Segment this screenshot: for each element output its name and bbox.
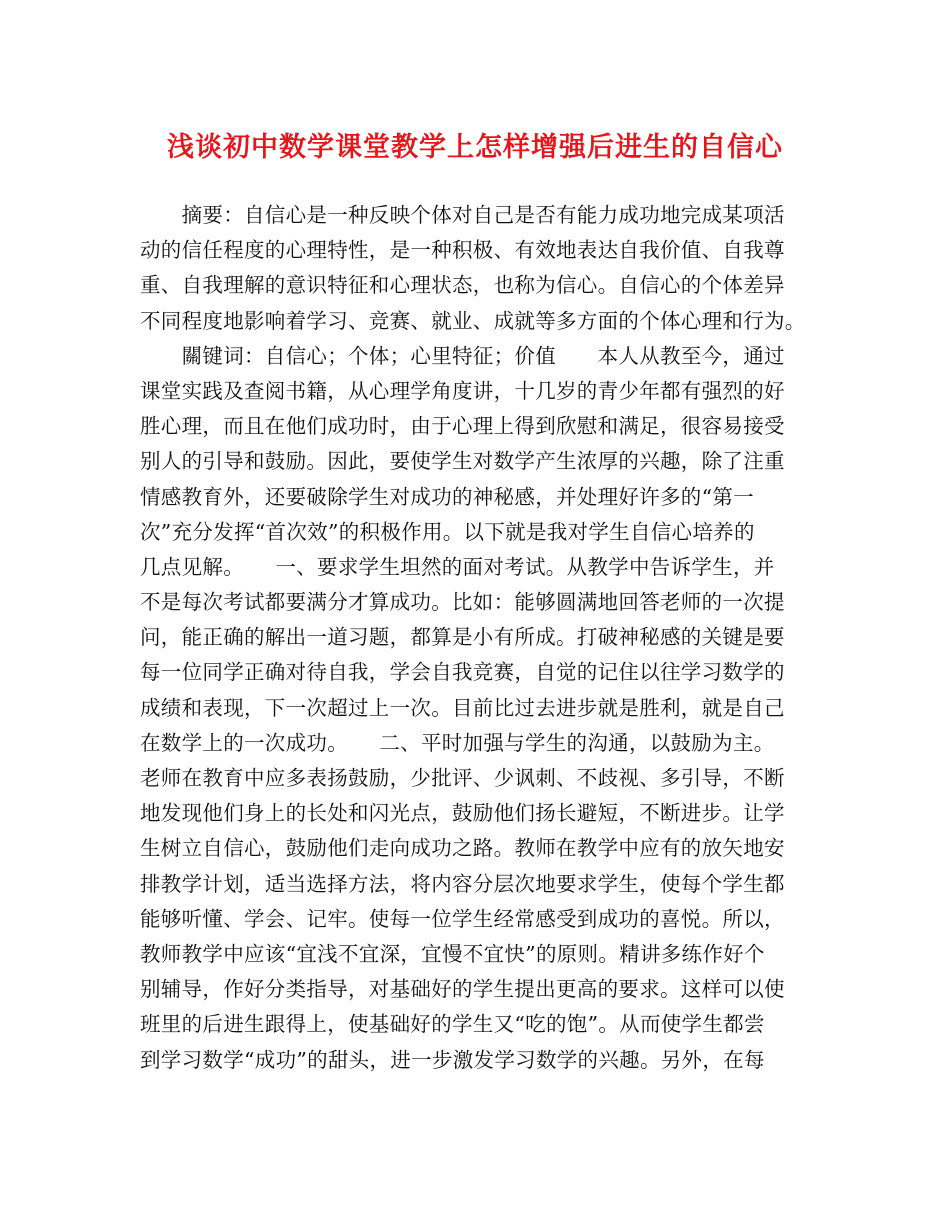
body-line: 次”充分发挥“首次效”的积极作用。以下就是我对学生自信心培养的 [140, 519, 755, 544]
body-line: 關键词：自信心；个体；心里特征；价值 本人从教至今，通过 [140, 343, 785, 368]
body-line: 课堂实践及查阅书籍，从心理学角度讲，十几岁的青少年都有强烈的好 [140, 378, 785, 403]
body-line: 胜心理，而且在他们成功时，由于心理上得到欣慰和满足，很容易接受 [140, 414, 785, 439]
body-line: 别辅导，作好分类指导，对基础好的学生提出更高的要求。这样可以使 [140, 977, 785, 1002]
body-line: 在数学上的一次成功。 二、平时加强与学生的沟通，以鼓励为主。 [140, 730, 775, 755]
body-line: 地发现他们身上的长处和闪光点，鼓励他们扬长避短，不断进步。让学 [140, 801, 785, 826]
body-line: 成绩和表现，下一次超过上一次。目前比过去进步就是胜利，就是自己 [140, 695, 785, 720]
document-title: 浅谈初中数学课堂教学上怎样增强后进生的自信心 [167, 132, 783, 163]
body-line: 不同程度地影响着学习、竞赛、就业、成就等多方面的个体心理和行为。 [140, 308, 806, 333]
body-line: 不是每次考试都要满分才算成功。比如：能够圆满地回答老师的一次提 [140, 590, 785, 615]
body-line: 动的信任程度的心理特性，是一种积极、有效地表达自我价值、自我尊 [140, 238, 785, 263]
body-line: 几点见解。 一、要求学生坦然的面对考试。从教学中告诉学生，并 [140, 554, 775, 579]
body-line: 别人的引导和鼓励。因此，要使学生对数学产生浓厚的兴趣，除了注重 [140, 449, 785, 474]
body-line: 到学习数学“成功”的甜头，进一步激发学习数学的兴趣。另外，在每 [140, 1047, 765, 1072]
body-line: 摘要：自信心是一种反映个体对自己是否有能力成功地完成某项活 [140, 203, 785, 227]
body-line: 情感教育外，还要破除学生对成功的神秘感，并处理好许多的“第一 [140, 484, 754, 509]
body-line: 每一位同学正确对待自我，学会自我竞赛，自觉的记住以往学习数学的 [140, 660, 785, 685]
body-line: 排教学计划，适当选择方法，将内容分层次地要求学生，使每个学生都 [140, 871, 785, 896]
body-line: 能够听懂、学会、记牢。使每一位学生经常感受到成功的喜悦。所以， [140, 906, 785, 931]
body-line: 班里的后进生跟得上，使基础好的学生又“吃的饱”。从而使学生都尝 [140, 1012, 765, 1037]
body-line: 教师教学中应该“宜浅不宜深，宜慢不宜快”的原则。精讲多练作好个 [140, 941, 765, 966]
document-body [140, 198, 820, 1078]
body-line: 重、自我理解的意识特征和心理状态，也称为信心。自信心的个体差异 [140, 273, 785, 298]
body-line: 老师在教育中应多表扬鼓励，少批评、少讽刺、不歧视、多引导，不断 [140, 766, 785, 790]
body-line: 问，能正确的解出一道习题，都算是小有所成。打破神秘感的关键是要 [140, 625, 785, 650]
body-line: 生树立自信心，鼓励他们走向成功之路。教师在教学中应有的放矢地安 [140, 836, 785, 861]
